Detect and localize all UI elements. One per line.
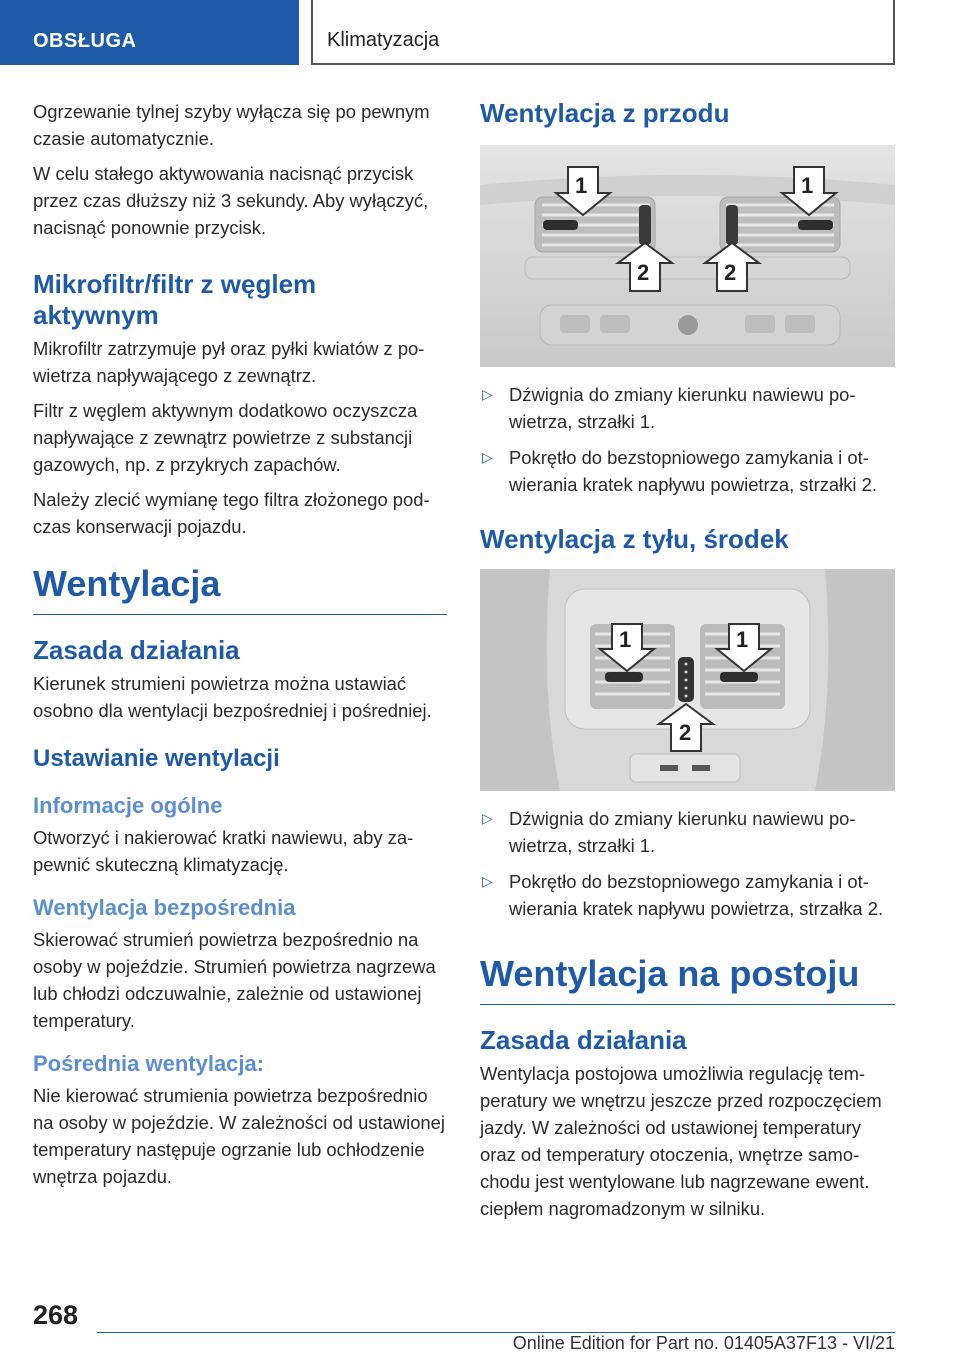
paragraph: W celu stałego aktywowania nacisnąć przycisk przez czas dłuższy niż 3 sekundy. Aby wyłączyć, nacisnąć ponownie przycisk. bbox=[33, 163, 429, 238]
heading-principle: Zasada działania bbox=[33, 635, 240, 665]
callout-2: 2 bbox=[724, 260, 737, 285]
callout-1: 1 bbox=[619, 627, 632, 652]
heading-filter: Mikrofiltr/filtr z węglem aktywnym bbox=[33, 269, 317, 330]
list-item: ▷ Pokrętło do bezstopniowego zamykania i otwierania kratek napływu powietrza, strzałki 2. bbox=[480, 444, 895, 498]
left-column bbox=[33, 98, 447, 1198]
list-item: ▷ Pokrętło do bezstopniowego zamykania i otwierania kratek napływu powietrza, strzałka 2. bbox=[480, 868, 895, 922]
paragraph: Skierować strumień powietrza bezpośrednio na osoby w pojeździe. Strumień powietrza nagrzewa lub chłodzi odczuwalnie, zależnie od ustawionej temperatury. bbox=[33, 929, 436, 1031]
paragraph: Kierunek strumieni powietrza można ustawiać osobno dla wentylacji bezpośredniej i pośredniej. bbox=[33, 673, 432, 721]
callout-2: 2 bbox=[637, 260, 650, 285]
heading-direct: Wentylacja bezpośrednia bbox=[33, 895, 296, 920]
section-tab: OBSŁUGA bbox=[0, 0, 299, 65]
heading-setting: Ustawianie wentylacji bbox=[33, 745, 280, 772]
triangle-right-icon: ▷ bbox=[482, 449, 493, 465]
heading-ventilation: Wentylacja bbox=[33, 562, 447, 615]
heading-general: Informacje ogólne bbox=[33, 793, 223, 818]
heading-rear-vent: Wentylacja z tyłu, środek bbox=[480, 524, 789, 554]
triangle-right-icon: ▷ bbox=[482, 873, 493, 889]
right-column bbox=[480, 98, 895, 1230]
chapter-title: Klimatyzacja bbox=[311, 0, 895, 65]
paragraph: Nie kierować strumienia powietrza bezpośrednio na osoby w pojeździe. W zależności od ustawionej temperatury następuje ogrzanie lub ochłodzenie wnętrza pojazdu. bbox=[33, 1085, 445, 1187]
triangle-right-icon: ▷ bbox=[482, 810, 493, 826]
list-item: ▷ Dźwignia do zmiany kierunku nawiewu powietrza, strzałki 1. bbox=[480, 381, 895, 435]
heading-front-vent: Wentylacja z przodu bbox=[480, 98, 730, 128]
rear-vent-image bbox=[480, 569, 895, 791]
paragraph: Mikrofiltr zatrzymuje pył oraz pyłki kwiatów z powietrza napływającego z zewnątrz. bbox=[33, 338, 425, 386]
callout-1: 1 bbox=[736, 627, 749, 652]
list-item: ▷ Dźwignia do zmiany kierunku nawiewu powietrza, strzałki 1. bbox=[480, 805, 895, 859]
paragraph: Wentylacja postojowa umożliwia regulację temperatury we wnętrzu jeszcze przed rozpoczęciem jazdy. W zależności od ustawionej temperatury oraz od temperatury otoczenia, wnętrze samochodu jest wentylowane lub nagrzewane ewent. ciepłem nagromadzonym w silniku. bbox=[480, 1063, 882, 1219]
triangle-right-icon: ▷ bbox=[482, 386, 493, 402]
page-number: 268 bbox=[33, 1300, 79, 1330]
paragraph: Filtr z węglem aktywnym dodatkowo oczyszcza napływające z zewnątrz powietrze z substancji gazowych, np. z przykrych zapachów. bbox=[33, 400, 418, 475]
front-vent-list bbox=[480, 381, 895, 498]
paragraph: Otworzyć i nakierować kratki nawiewu, aby zapewnić skuteczną klimatyzację. bbox=[33, 827, 414, 875]
edition-note: Online Edition for Part no. 01405A37F13 - VI/21 bbox=[512, 1333, 895, 1353]
callout-2: 2 bbox=[679, 720, 692, 745]
heading-indirect: Pośrednia wentylacja: bbox=[33, 1051, 265, 1076]
heading-principle-2: Zasada działania bbox=[480, 1025, 687, 1055]
rear-vent-list bbox=[480, 805, 895, 922]
front-vent-image bbox=[480, 145, 895, 367]
callout-1: 1 bbox=[801, 173, 814, 198]
paragraph: Ogrzewanie tylnej szyby wyłącza się po pewnym czasie automatycznie. bbox=[33, 101, 430, 149]
heading-parked-ventilation: Wentylacja na postoju bbox=[480, 952, 895, 1005]
callout-1: 1 bbox=[575, 173, 588, 198]
paragraph: Należy zlecić wymianę tego filtra złożonego podczas konserwacji pojazdu. bbox=[33, 489, 430, 537]
